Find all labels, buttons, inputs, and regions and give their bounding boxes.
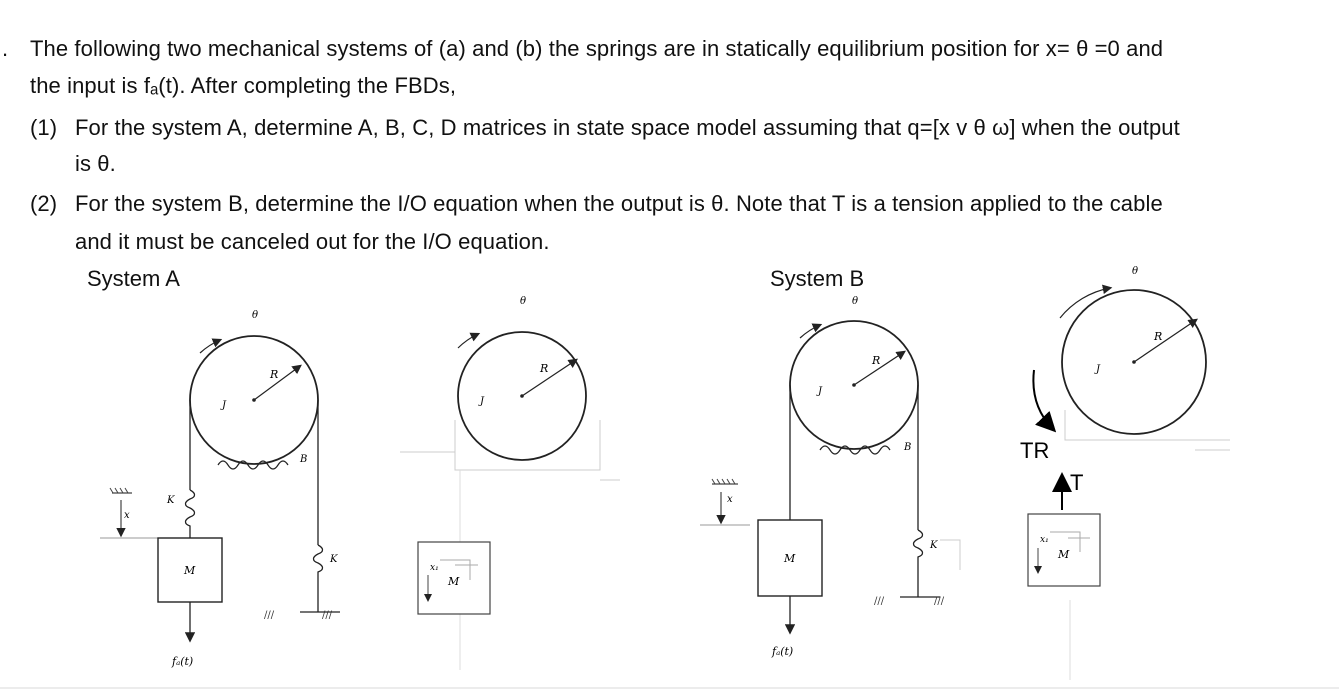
part2-line-2: and it must be canceled out for the I/O equation.	[75, 229, 550, 254]
part2-line-1: For the system B, determine the I/O equation when the output is θ. Note that T is a tension applied to the cable	[75, 191, 1163, 216]
fbd-b-x1: x₁	[1040, 535, 1049, 545]
mass-label: M	[184, 564, 196, 577]
system-a-datum	[100, 488, 160, 538]
inertia-label: J	[222, 400, 227, 411]
part1-line-2: is θ.	[75, 151, 116, 176]
fbd-b-theta: θ	[1132, 266, 1139, 277]
force-label: fₐ(t)	[172, 655, 194, 668]
b-force-label: fₐ(t)	[772, 645, 794, 658]
part2-number: (2)	[30, 191, 58, 216]
x-label: x	[124, 510, 130, 521]
fbd-a-inertia: J	[480, 396, 485, 407]
part1-line-1: For the system A, determine A, B, C, D matrices in state space model assuming that q=[x v θ ω] when the output	[75, 115, 1180, 140]
fbd-b-radius: R	[1154, 330, 1163, 343]
system-b-datum	[700, 479, 750, 525]
svg-text:///: ///	[934, 596, 945, 607]
spring-k-label-right: K	[330, 554, 338, 565]
system-b-diagram	[700, 296, 960, 658]
svg-text:///: ///	[874, 596, 885, 607]
part1-number: (1)	[30, 115, 58, 140]
fbd-b-mass-label: M	[1058, 548, 1070, 561]
b-inertia-label: J	[818, 386, 823, 397]
system-b-title: System B	[770, 266, 865, 291]
b-theta-label: θ	[852, 296, 859, 307]
intro-line-2: the input is fₐ(t). After completing the FBDs,	[30, 73, 457, 98]
spring-k-label-left: K	[167, 495, 175, 506]
fbd-a-theta: θ	[520, 296, 527, 307]
system-b-fbd	[1020, 266, 1230, 680]
b-mass-label: M	[784, 552, 796, 565]
theta-label: θ	[252, 310, 259, 321]
bullet: .	[2, 36, 9, 61]
fbd-a-radius: R	[540, 362, 549, 375]
fbd-b-inertia: J	[1096, 364, 1101, 375]
b-x-label: x	[727, 494, 733, 505]
fbd-a-mass-label: M	[448, 575, 460, 588]
svg-text:///: ///	[264, 610, 275, 621]
system-a-title: System A	[87, 266, 180, 291]
damper-label: B	[300, 454, 308, 465]
system-a-diagram	[100, 310, 340, 668]
torque-label: TR	[1020, 438, 1050, 463]
radius-label: R	[270, 368, 279, 381]
intro-line-1: The following two mechanical systems of (a) and (b) the springs are in statically equilibrium position for x= θ =0 and	[30, 36, 1164, 61]
fbd-a-x1: x₁	[430, 563, 439, 573]
b-spring-label: K	[930, 540, 938, 551]
tension-label: T	[1070, 470, 1084, 495]
b-damper-label: B	[904, 442, 912, 453]
svg-text:///: ///	[322, 610, 333, 621]
system-a-fbd	[400, 296, 620, 670]
b-radius-label: R	[872, 354, 881, 367]
